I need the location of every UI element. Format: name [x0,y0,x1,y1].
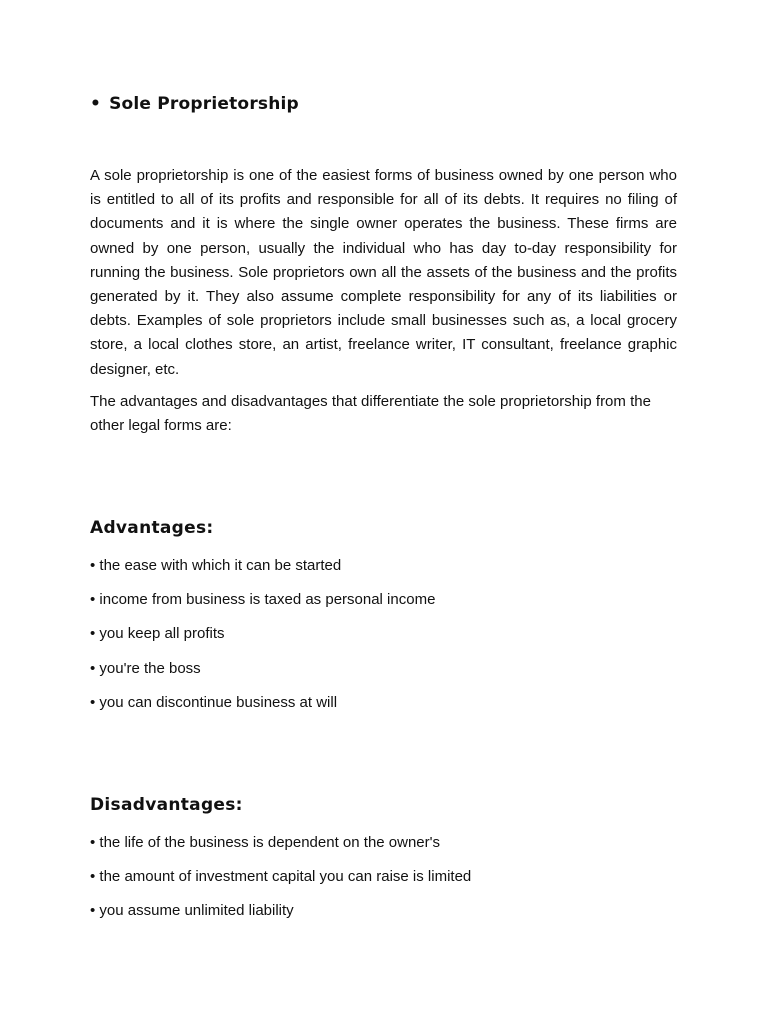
disadvantage-item: • the amount of investment capital you can raise is limited [90,868,472,886]
advantage-item: • you keep all profits [90,625,225,643]
disadvantage-item: • you assume unlimited liability [90,902,294,920]
disadvantage-item: • the life of the business is dependent on the owner's [90,834,441,851]
transition-paragraph: The advantages and disadvantages that differentiate the sole proprietorship from the other legal forms are: [90,393,651,435]
intro-paragraph: A sole proprietorship is one of the easiest forms of business owned by one person who is entitled to all of its profits and responsible for all of its debts. It requires no filing of documents and it is where the single owner operates the business. These firms are owned by one person, usually the individual who has day to-day responsibility for running the business. Sole proprietors own all the assets of the business and the profits generated by it. They also assume complete responsibility for any of its liabilities or debts. Examples of sole proprietors include small businesses such as, a local grocery store, a local clothes store, an artist, freelance writer, IT consultant, freelance graphic designer, etc. [90,167,677,378]
title-bullet: • [90,94,102,114]
advantages-heading: Advantages: [90,518,214,538]
advantage-item: • you're the boss [90,659,201,677]
document-title [90,94,299,114]
disadvantages-list [90,832,471,935]
advantage-item: • you can discontinue business at will [90,693,338,711]
advantage-item: • income from business is taxed as personal income [90,591,436,609]
advantage-item: • the ease with which it can be started [90,557,342,574]
disadvantages-heading: Disadvantages: [90,795,243,815]
title-text: Sole Proprietorship [109,94,299,114]
advantages-list [90,555,435,726]
